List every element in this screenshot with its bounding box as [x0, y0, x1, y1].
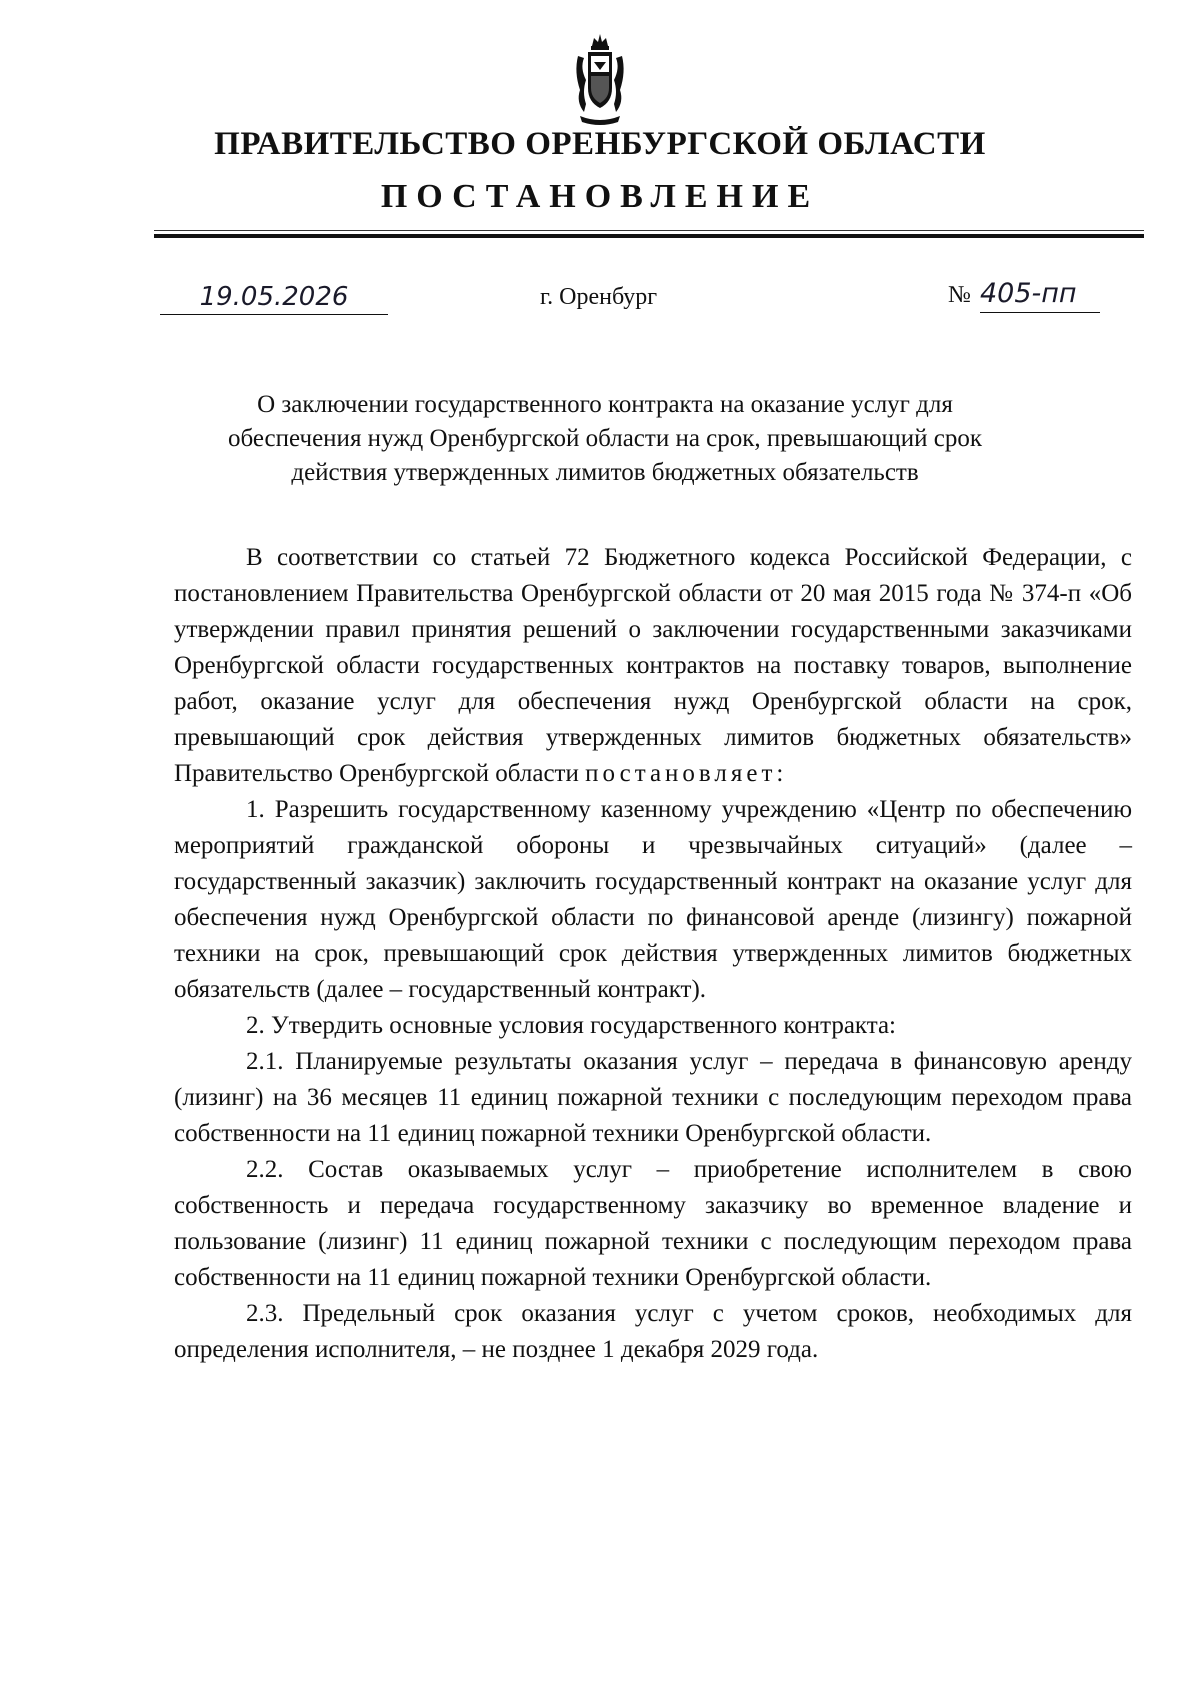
title-line-3: действия утвержденных лимитов бюджетных обязательств: [291, 459, 919, 486]
paragraph-1: 1. Разрешить государственному казенному учреждению «Центр по обеспечению мероприятий гражданской обороны и чрезвычайных ситуаций» (далее – государственный заказчик) заключить государственный контракт на оказание услуг для обеспечения нужд Оренбургской области по финансовой аренде (лизингу) пожарной техники на срок, превышающий срок действия утвержденных лимитов бюджетных обязательств (далее – государственный контракт).: [174, 796, 1132, 1003]
paragraph-2-2: 2.2. Состав оказываемых услуг – приобретение исполнителем в свою собственность и передача государственному заказчику во временное владение и пользование (лизинг) 11 единиц пожарной техники с последующим переходом права собственности на 11 единиц пожарной техники Оренбургской области.: [174, 1156, 1132, 1291]
document-type: ПОСТАНОВЛЕНИЕ: [380, 178, 820, 215]
document-date: 19.05.2026: [199, 282, 349, 312]
header-divider-thick: [154, 234, 1144, 238]
number-label: №: [948, 282, 971, 308]
document-number: 405-пп: [980, 278, 1077, 309]
document-title: [180, 388, 1030, 490]
document-body: [174, 540, 1132, 1368]
preamble-text: В соответствии со статьей 72 Бюджетного кодекса Российской Федерации, с постановлением Правительства Оренбургской области от 20 мая 2015 года № 374-п «Об утверждении правил принятия решений о заключении государственными заказчиками Оренбургской области государственных контрактов на поставку товаров, выполнение работ, оказание услуг для обеспечения нужд Оренбургской области на срок, превышающий срок действия утвержденных лимитов бюджетных обязательств» Правительство Оренбургской области: [174, 544, 1132, 787]
title-line-2: обеспечения нужд Оренбургской области на срок, превышающий срок: [227, 425, 983, 452]
paragraph-2-3: 2.3. Предельный срок оказания услуг с учетом сроков, необходимых для определения исполнителя, – не позднее 1 декабря 2029 года.: [174, 1300, 1132, 1363]
document-city: г. Оренбург: [540, 284, 658, 310]
number-underline: [980, 312, 1100, 313]
preamble-paragraph: [174, 540, 1132, 792]
title-line-1: О заключении государственного контракта на оказание услуг для: [257, 391, 953, 418]
decree-word: постановляет:: [585, 760, 788, 787]
date-underline: [160, 314, 388, 315]
coat-of-arms-icon: [572, 32, 628, 128]
paragraph-2: 2. Утвердить основные условия государственного контракта:: [246, 1012, 896, 1039]
header-divider-thin: [154, 230, 1144, 231]
paragraph-2-1: 2.1. Планируемые результаты оказания услуг – передача в финансовую аренду (лизинг) на 36 месяцев 11 единиц пожарной техники с последующим переходом права собственности на 11 единиц пожарной техники Оренбургской области.: [174, 1048, 1132, 1147]
organization-name: ПРАВИТЕЛЬСТВО ОРЕНБУРГСКОЙ ОБЛАСТИ: [214, 126, 986, 162]
